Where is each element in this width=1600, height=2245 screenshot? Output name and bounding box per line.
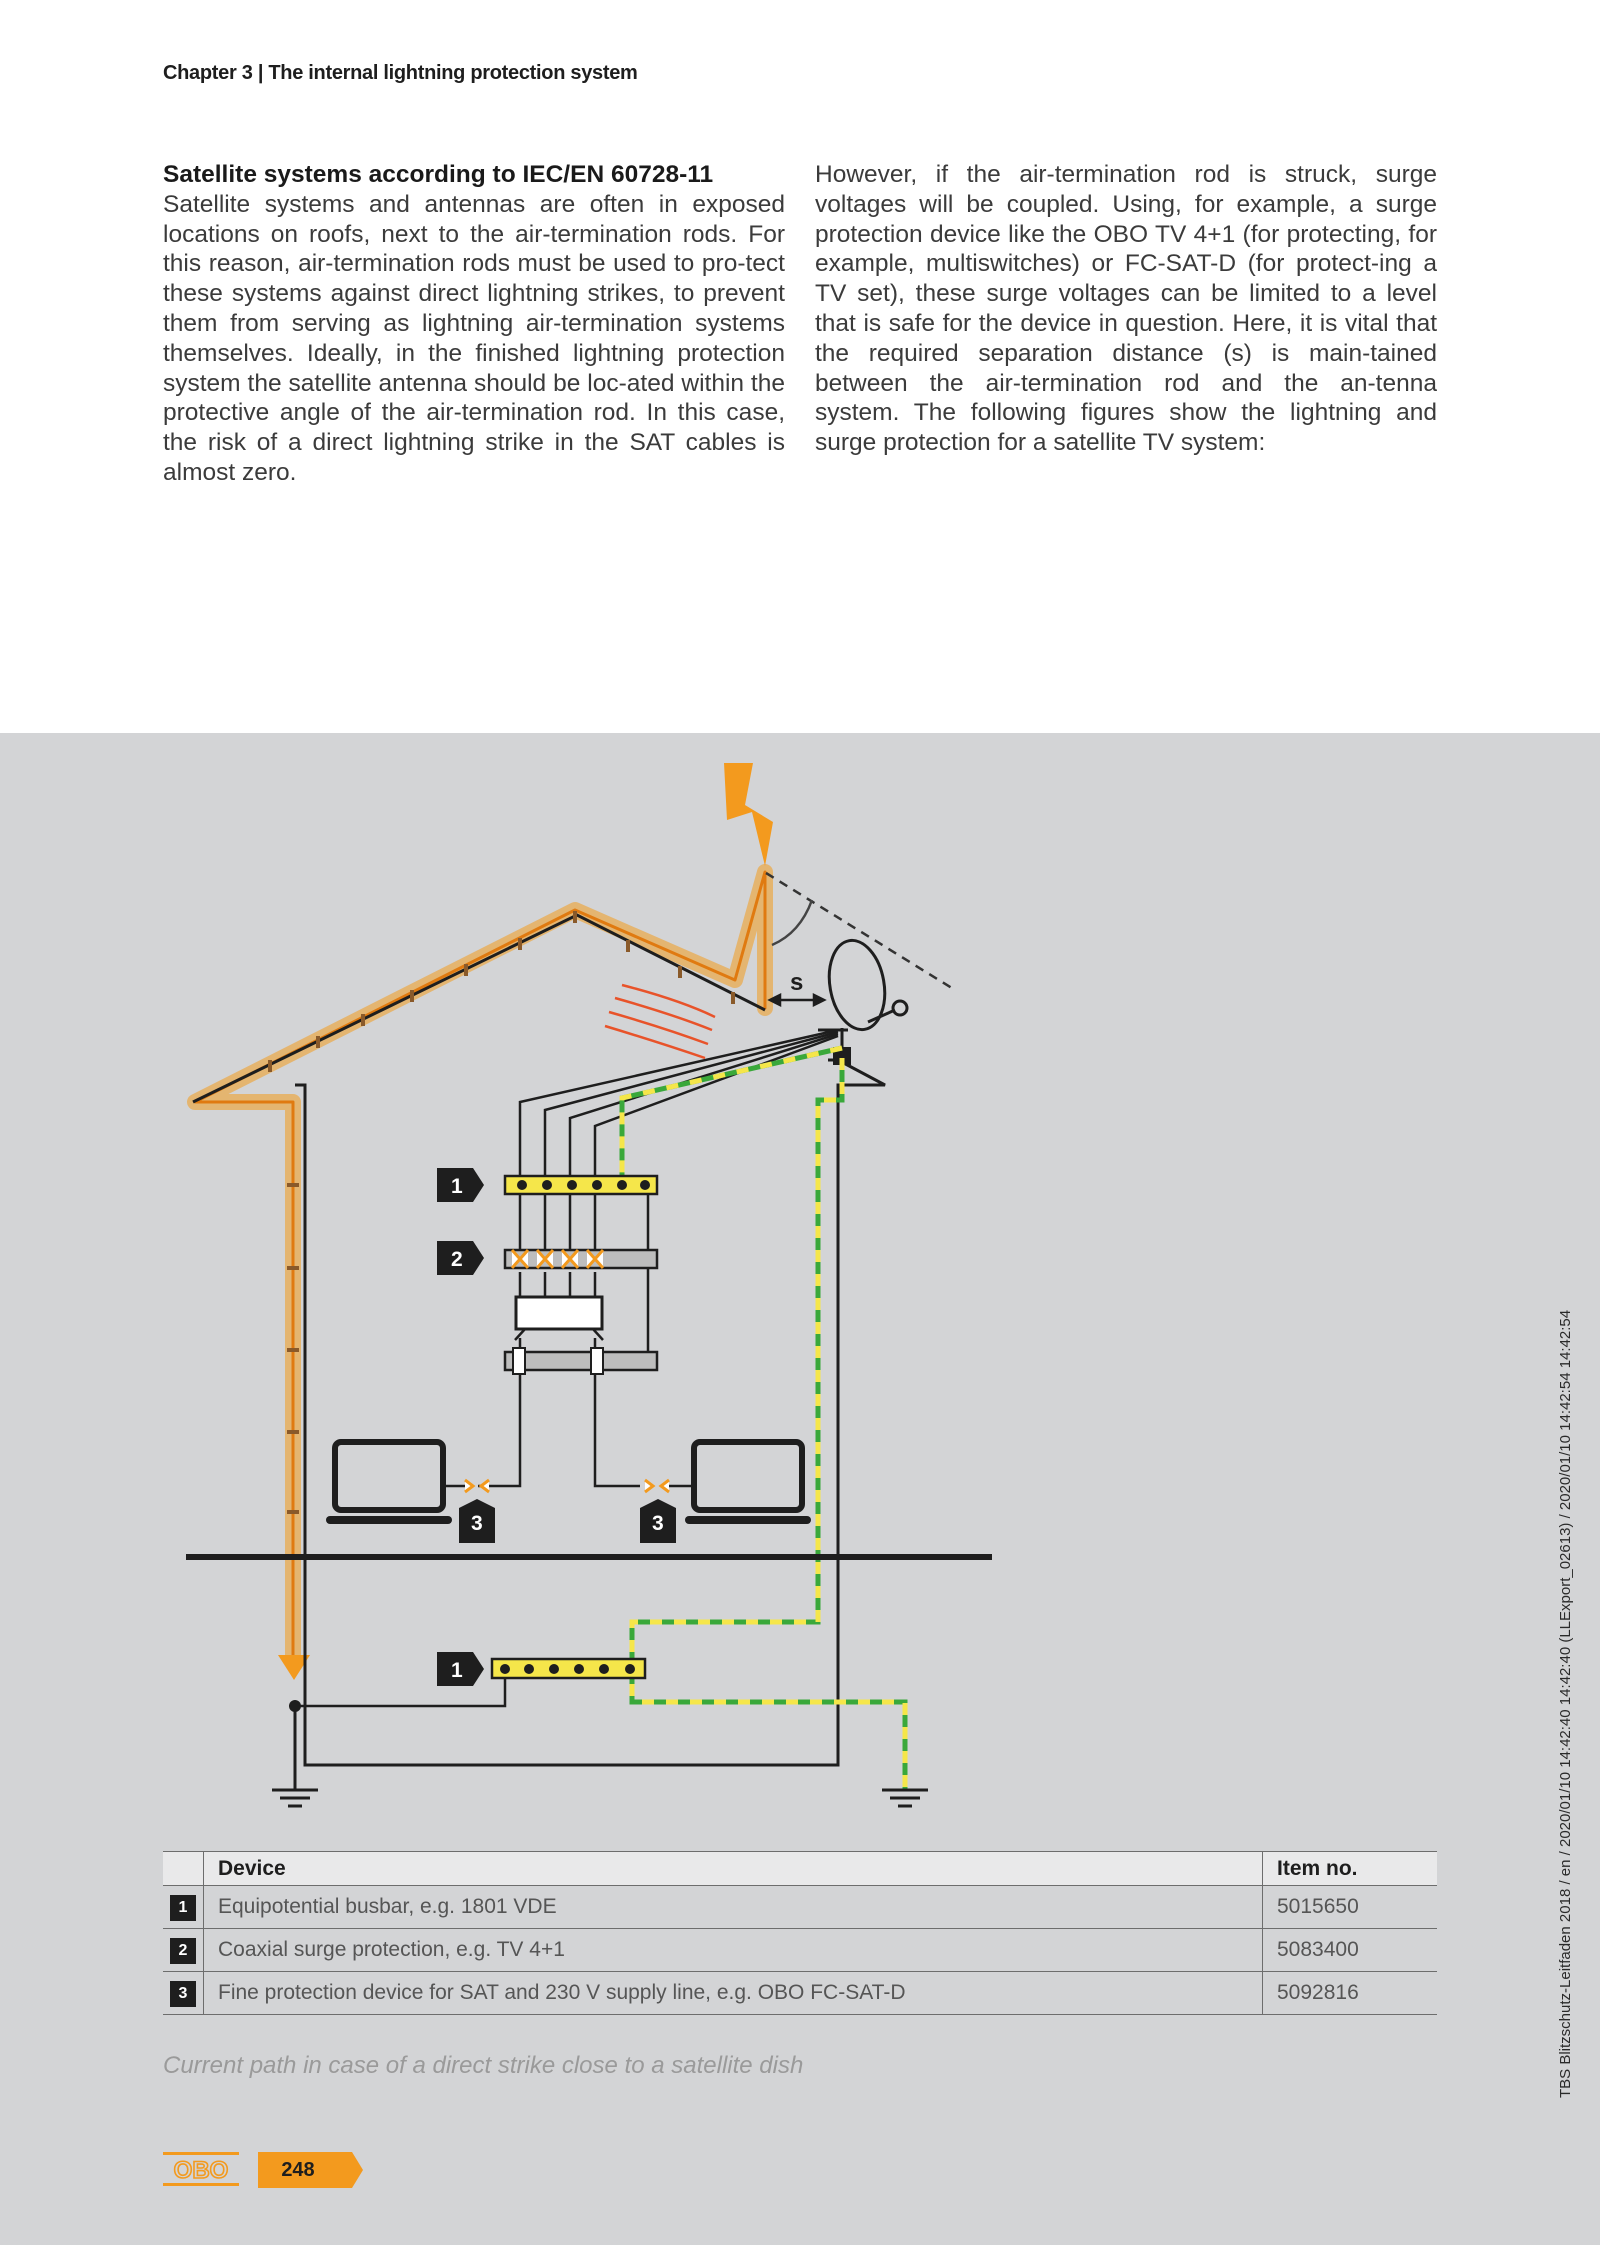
chapter-separator: | xyxy=(257,62,264,84)
laptop-icon xyxy=(330,1442,807,1520)
separation-distance-arrow xyxy=(770,995,824,1005)
equipotential-busbar-lower xyxy=(492,1659,645,1678)
obo-logo xyxy=(163,2152,239,2186)
separation-label: s xyxy=(790,969,804,996)
row-item-no: 5092816 xyxy=(1263,1972,1438,2015)
svg-text:2: 2 xyxy=(451,1248,463,1271)
device-table xyxy=(163,1851,1437,2015)
svg-text:3: 3 xyxy=(652,1512,664,1535)
row-item-no: 5015650 xyxy=(1263,1886,1438,1929)
right-column xyxy=(815,160,1437,458)
row-device: Fine protection device for SAT and 230 V supply line, e.g. OBO FC-SAT-D xyxy=(204,1972,1263,2015)
multiswitch xyxy=(516,1297,602,1329)
distribution-rail xyxy=(505,1352,657,1370)
conductor-clips xyxy=(270,911,733,1512)
export-side-text: TBS Blitzschutz-Leitfaden 2018 / en / 2020/01/10 14:42:40 14:42:40 (LLExport_02613) / 2020/01/10 14:42:54 14:42:54 xyxy=(1557,1309,1574,2098)
badge-1-lower xyxy=(437,1652,484,1686)
svg-text:1: 1 xyxy=(451,1175,463,1198)
protective-angle-arc xyxy=(772,900,812,945)
section-heading: Satellite systems according to IEC/EN 60728-11 xyxy=(163,161,714,188)
chapter-label: Chapter 3 xyxy=(163,62,253,84)
row-badge: 3 xyxy=(170,1981,196,2007)
svg-text:1: 1 xyxy=(451,1659,463,1682)
lightning-protection-diagram xyxy=(0,733,1600,1853)
table-row xyxy=(163,1886,1437,1929)
lightning-bolt-icon xyxy=(724,763,773,866)
page-number: 248 xyxy=(281,2159,315,2181)
table-header-num xyxy=(163,1852,204,1886)
figure-caption: Current path in case of a direct strike close to a satellite dish xyxy=(163,2052,804,2079)
row-badge: 1 xyxy=(170,1895,196,1921)
svg-text:3: 3 xyxy=(471,1512,483,1535)
earthing-conductor xyxy=(622,1048,905,1790)
badge-2 xyxy=(437,1241,484,1275)
badge-3-left xyxy=(459,1499,495,1543)
row-badge: 2 xyxy=(170,1938,196,1964)
left-column xyxy=(163,160,785,488)
table-row xyxy=(163,1929,1437,1972)
right-paragraph: However, if the air-termination rod is struck, surge voltages will be coupled. Using, for example, a surge protection device like the OBO TV 4+1 (for protecting, for example, multiswitches) or FC-SAT-D (for protect-ing a TV set), these surge voltages can be limited to a level that is safe for the device in question. Here, it is vital that the required separation distance (s) is main-tained between the air-termination rod and the an-tenna system. The following figures show the lightning and surge protection for a satellite TV system: xyxy=(815,161,1437,457)
earth-ground-icon xyxy=(272,1706,928,1806)
chapter-title: The internal lightning protection system xyxy=(268,62,638,84)
row-device: Coaxial surge protection, e.g. TV 4+1 xyxy=(204,1929,1263,1972)
row-device: Equipotential busbar, e.g. 1801 VDE xyxy=(204,1886,1263,1929)
left-paragraph: Satellite systems and antennas are often in exposed locations on roofs, next to the air-termination rods. For this reason, air-termination rods must be used to pro-tect these systems against direct lightning strikes, to prevent them from serving as lightning air-termination systems themselves. Ideally, in the finished lightning protection system the satellite antenna should be loc-ated within the protective angle of the air-termination rod. In this case, the risk of a direct lightning strike in the SAT cables is almost zero. xyxy=(163,190,785,486)
table-row xyxy=(163,1972,1437,2015)
induction-waves-icon xyxy=(605,985,715,1058)
badge-1-upper xyxy=(437,1168,484,1202)
row-item-no: 5083400 xyxy=(1263,1929,1438,1972)
chapter-header xyxy=(163,62,638,85)
badge-3-right xyxy=(640,1499,676,1543)
table-header-device: Device xyxy=(204,1852,1263,1886)
svg-text:OBO: OBO xyxy=(173,2157,229,2184)
table-header-item: Item no. xyxy=(1263,1852,1438,1886)
table-header-row xyxy=(163,1852,1437,1886)
equipotential-busbar-upper xyxy=(505,1176,657,1194)
